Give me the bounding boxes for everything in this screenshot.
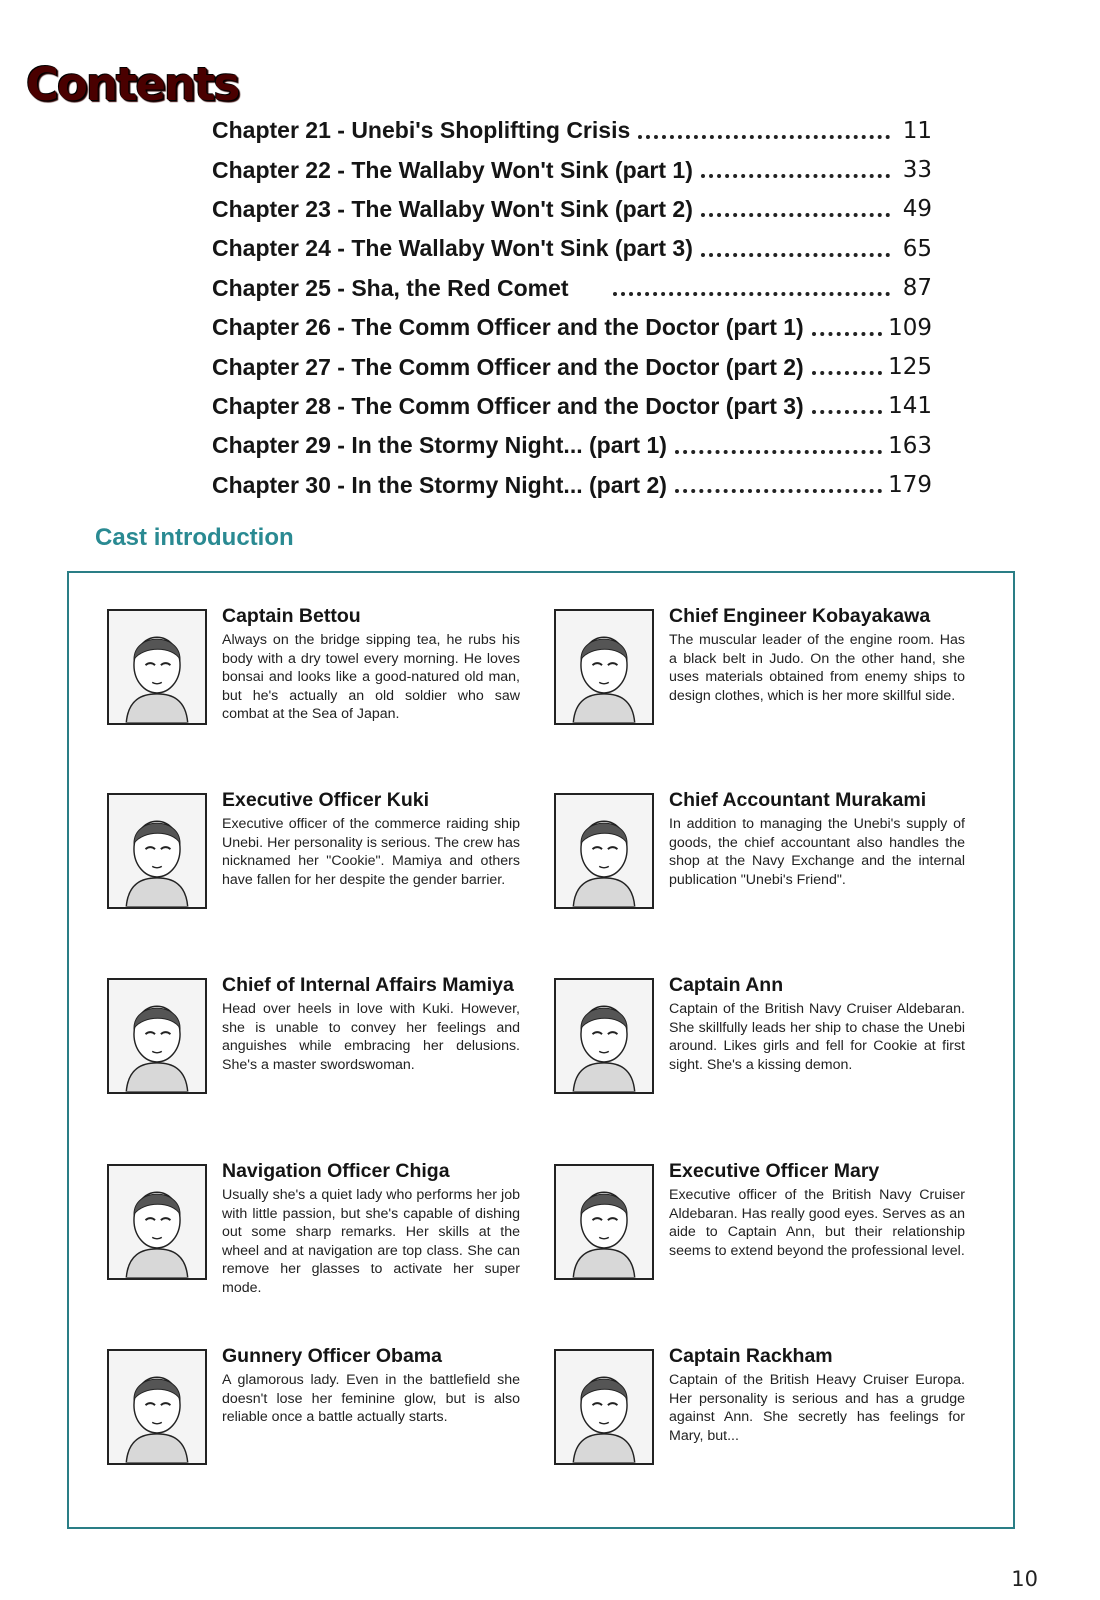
character-name: Captain Ann — [669, 974, 784, 996]
toc-leader-dots — [675, 489, 882, 493]
toc-leader-dots — [701, 253, 890, 257]
toc-entry-27[interactable] — [212, 347, 932, 386]
character-name: Executive Officer Mary — [669, 1160, 880, 1182]
portrait-image — [107, 1164, 207, 1280]
portrait-image — [554, 609, 654, 725]
toc-leader-dots — [701, 174, 890, 178]
character-description: In addition to managing the Unebi's supply of goods, the chief accountant also handles the shop at the Navy Exchange and the internal publication "Unebi's Friend". — [669, 816, 965, 888]
toc-entry-title: Chapter 27 - The Comm Officer and the Doctor (part 2) — [212, 353, 804, 380]
cast-card-obama — [107, 1345, 537, 1489]
character-name: Chief of Internal Affairs Mamiya — [222, 974, 514, 996]
toc-entry-25[interactable] — [212, 269, 932, 308]
toc-entry-29[interactable] — [212, 426, 932, 465]
cast-card-ann — [554, 974, 984, 1118]
character-description: Head over heels in love with Kuki. However, she is unable to convey her feelings and anguishes while embracing her delusions. She's a master swordswoman. — [222, 1001, 520, 1073]
toc-leader-dots — [675, 450, 882, 454]
cast-card-bettou — [107, 605, 537, 749]
portrait-image — [107, 793, 207, 909]
toc-entry-page: 65 — [902, 235, 932, 262]
character-description: A glamorous lady. Even in the battlefield she doesn't lose her feminine glow, but is also reliable once a battle actually starts. — [222, 1372, 520, 1426]
character-description: The muscular leader of the engine room. Has a black belt in Judo. On the other hand, she uses materials obtained from enemy ships to design clothes, which is her more skillful side. — [669, 632, 965, 704]
portrait-image — [554, 1164, 654, 1280]
table-of-contents — [212, 111, 932, 505]
portrait-image — [107, 609, 207, 725]
toc-entry-24[interactable] — [212, 229, 932, 268]
page-number: 10 — [1011, 1567, 1038, 1591]
character-description: Usually she's a quiet lady who performs her job with little passion, but she's capable of dishing out some sharp remarks. Her skills at the wheel and at navigation are top class. She can remove her glasses to activate her super mode. — [222, 1187, 520, 1296]
portrait-image — [554, 1349, 654, 1465]
toc-entry-page: 49 — [902, 196, 932, 223]
toc-leader-dots — [812, 410, 882, 414]
toc-entry-title: Chapter 30 - In the Stormy Night... (part 2) — [212, 471, 667, 498]
contents-title: Contents — [26, 58, 239, 111]
toc-entry-26[interactable] — [212, 308, 932, 347]
toc-entry-page: 163 — [888, 432, 932, 459]
cast-card-murakami — [554, 789, 984, 933]
cast-card-kobayakawa — [554, 605, 984, 749]
character-name: Gunnery Officer Obama — [222, 1345, 442, 1367]
toc-entry-title: Chapter 25 - Sha, the Red Comet — [212, 274, 569, 301]
toc-entry-title: Chapter 26 - The Comm Officer and the Doctor (part 1) — [212, 314, 804, 341]
character-name: Chief Accountant Murakami — [669, 789, 927, 811]
toc-leader-dots — [638, 135, 890, 139]
toc-entry-page: 109 — [888, 314, 932, 341]
character-description: Captain of the British Navy Cruiser Aldebaran. She skillfully leads her ship to chase the Unebi around. Likes girls and fell for Cookie at first sight. She's a kissing demon. — [669, 1001, 965, 1073]
toc-leader-dots — [812, 371, 882, 375]
toc-entry-page: 179 — [888, 472, 932, 499]
toc-entry-page: 33 — [902, 157, 932, 184]
cast-card-mary — [554, 1160, 984, 1304]
toc-entry-30[interactable] — [212, 466, 932, 505]
toc-entry-page: 125 — [888, 354, 932, 381]
toc-entry-title: Chapter 29 - In the Stormy Night... (part 1) — [212, 432, 667, 459]
toc-entry-title: Chapter 21 - Unebi's Shoplifting Crisis — [212, 117, 631, 144]
cast-card-chiga — [107, 1160, 537, 1304]
toc-entry-title: Chapter 24 - The Wallaby Won't Sink (part 3) — [212, 235, 693, 262]
toc-entry-22[interactable] — [212, 150, 932, 189]
character-name: Executive Officer Kuki — [222, 789, 429, 811]
portrait-image — [107, 1349, 207, 1465]
toc-leader-dots — [613, 292, 890, 296]
character-description: Always on the bridge sipping tea, he rubs his body with a dry towel every morning. He loves bonsai and looks like a good-natured old man, but he's actually an old soldier who saw combat at the Sea of Japan. — [222, 632, 520, 723]
toc-entry-page: 141 — [888, 393, 932, 420]
portrait-image — [554, 978, 654, 1094]
cast-panel — [67, 571, 1015, 1529]
cast-card-rackham — [554, 1345, 984, 1489]
portrait-image — [554, 793, 654, 909]
toc-leader-dots — [701, 213, 890, 217]
toc-entry-23[interactable] — [212, 190, 932, 229]
toc-entry-title: Chapter 23 - The Wallaby Won't Sink (part 2) — [212, 195, 693, 222]
character-name: Navigation Officer Chiga — [222, 1160, 450, 1182]
cast-heading: Cast introduction — [95, 524, 294, 551]
toc-entry-21[interactable] — [212, 111, 932, 150]
character-name: Captain Rackham — [669, 1345, 833, 1367]
character-description: Executive officer of the British Navy Cruiser Aldebaran. Has really good eyes. Serves as an aide to Captain Ann, but their relationship seems to extend beyond the professional level. — [669, 1187, 965, 1259]
character-name: Captain Bettou — [222, 605, 361, 627]
character-description: Executive officer of the commerce raiding ship Unebi. Her personality is serious. The crew has nicknamed her "Cookie". Mamiya and others have fallen for her despite the gender barrier. — [222, 816, 520, 888]
toc-entry-title: Chapter 22 - The Wallaby Won't Sink (part 1) — [212, 156, 693, 183]
toc-leader-dots — [812, 332, 882, 336]
toc-entry-page: 11 — [902, 117, 932, 144]
character-name: Chief Engineer Kobayakawa — [669, 605, 931, 627]
cast-card-mamiya — [107, 974, 537, 1118]
portrait-image — [107, 978, 207, 1094]
toc-entry-28[interactable] — [212, 387, 932, 426]
cast-card-kuki — [107, 789, 537, 933]
character-description: Captain of the British Heavy Cruiser Europa. Her personality is serious and has a grudge against Ann. She secretly has feelings for Mary, but... — [669, 1372, 965, 1444]
toc-entry-title: Chapter 28 - The Comm Officer and the Doctor (part 3) — [212, 392, 804, 419]
toc-entry-page: 87 — [902, 275, 932, 302]
